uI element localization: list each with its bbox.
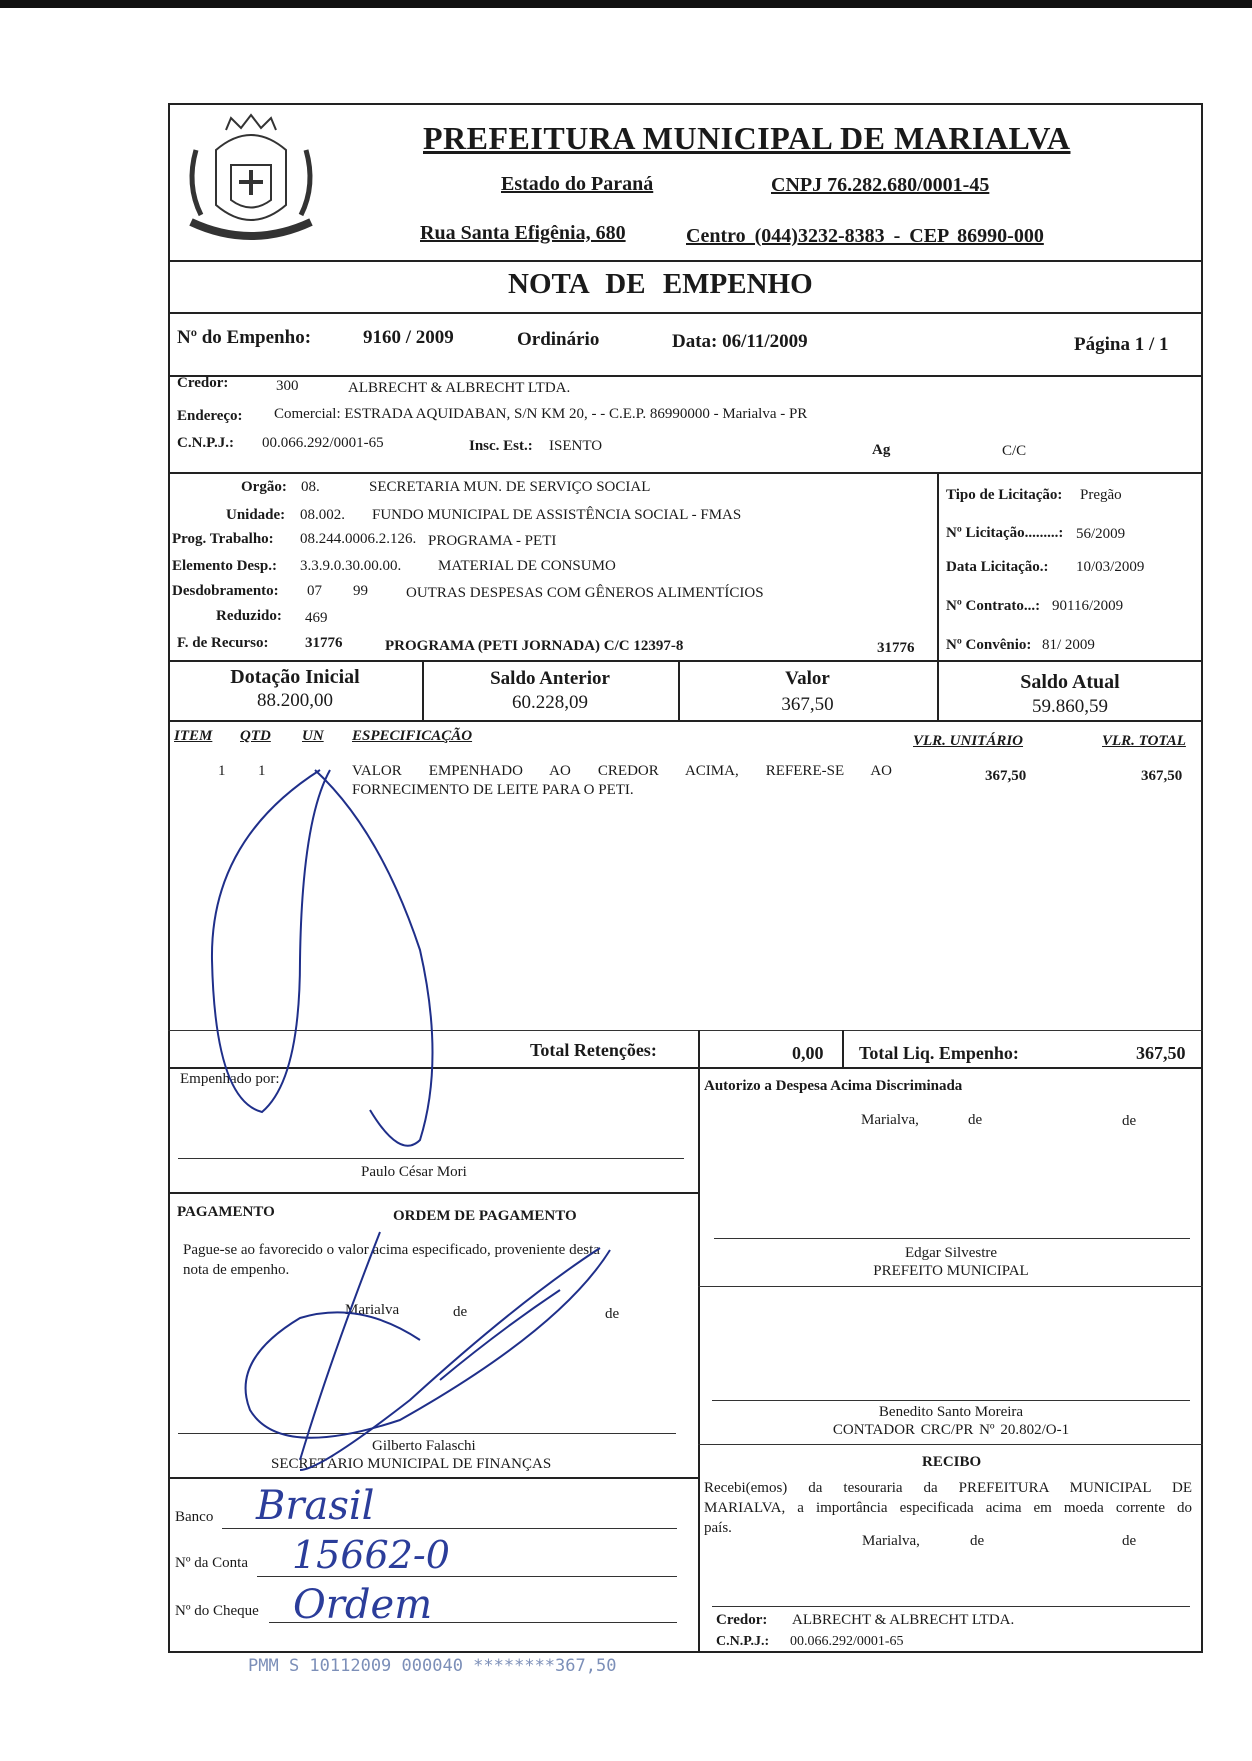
insc-label: Insc. Est.: xyxy=(469,438,533,454)
divider xyxy=(168,1067,1203,1069)
num-licitacao-label: Nº Licitação.........: xyxy=(946,525,1064,541)
cnpj-value: 00.066.292/0001-65 xyxy=(262,435,384,451)
coat-of-arms-icon xyxy=(176,110,326,258)
item-number: 1 xyxy=(218,763,226,779)
autorizo-city: Marialva, xyxy=(861,1112,919,1128)
unidade-name: FUNDO MUNICIPAL DE ASSISTÊNCIA SOCIAL - FMAS xyxy=(372,507,742,523)
col-vlr-total: VLR. TOTAL xyxy=(1102,733,1186,749)
pagamento-text-2: nota de empenho. xyxy=(183,1262,290,1278)
desdobramento-code: 07 xyxy=(307,583,322,599)
saldo-anterior-label: Saldo Anterior xyxy=(490,668,610,689)
dotacao-inicial-label: Dotação Inicial xyxy=(230,666,360,688)
recibo-de-2: de xyxy=(1122,1533,1137,1549)
empenho-type: Ordinário xyxy=(517,329,600,350)
banco-handwritten: Brasil xyxy=(256,1483,375,1529)
ordem-pagamento-label: ORDEM DE PAGAMENTO xyxy=(393,1208,577,1224)
header-address: Centro (044)3232-8383 - CEP 86990-000 xyxy=(686,225,1044,247)
secretario-name: Gilberto Falaschi xyxy=(372,1438,476,1454)
insc-value: ISENTO xyxy=(549,438,603,454)
page-number: Página 1 / 1 xyxy=(1074,334,1169,355)
recurso-code: 31776 xyxy=(305,635,343,651)
scan-edge xyxy=(0,0,1252,8)
item-total-value: 367,50 xyxy=(1141,768,1183,784)
header-street: Rua Santa Efigênia, 680 xyxy=(420,222,626,244)
recibo-text-1: Recebi(emos) da tesouraria da PREFEITURA MUNICIPAL DE xyxy=(704,1480,1192,1496)
desdobramento-label: Desdobramento: xyxy=(172,583,279,599)
total-liquido-label: Total Liq. Empenho: xyxy=(859,1043,1019,1063)
total-retencoes-value: 0,00 xyxy=(792,1043,824,1063)
prog-name: PROGRAMA - PETI xyxy=(428,533,557,549)
recibo-credor-label: Credor: xyxy=(716,1612,768,1628)
credor-label: Credor: xyxy=(177,375,229,391)
recibo-city: Marialva, xyxy=(862,1533,920,1549)
recibo-cnpj-value: 00.066.292/0001-65 xyxy=(790,1634,904,1649)
num-licitacao: 56/2009 xyxy=(1076,526,1126,542)
divider xyxy=(698,1030,700,1067)
signature-line xyxy=(712,1400,1190,1401)
recibo-credor-name: ALBRECHT & ALBRECHT LTDA. xyxy=(792,1612,1015,1628)
contrato-value: 90116/2009 xyxy=(1052,598,1124,614)
divider xyxy=(698,1444,1203,1445)
item-spec-line2: FORNECIMENTO DE LEITE PARA O PETI. xyxy=(352,782,634,798)
convenio-value: 81/ 2009 xyxy=(1042,637,1095,653)
prog-code: 08.244.0006.2.126. xyxy=(300,531,417,547)
valor-label: Valor xyxy=(785,668,830,689)
total-liquido-value: 367,50 xyxy=(1136,1043,1186,1063)
authentication-stamp: PMM S 10112009 000040 ********367,50 xyxy=(248,1656,617,1676)
credor-code: 300 xyxy=(276,378,299,394)
recurso-name: PROGRAMA (PETI JORNADA) C/C 12397-8 xyxy=(385,638,684,654)
cheque-label: Nº do Cheque xyxy=(175,1603,259,1619)
recibo-cnpj-label: C.N.P.J.: xyxy=(716,1634,770,1649)
convenio-label: Nº Convênio: xyxy=(946,637,1032,653)
conta-label: Nº da Conta xyxy=(175,1555,248,1571)
elemento-name: MATERIAL DE CONSUMO xyxy=(438,558,616,574)
header-cnpj: CNPJ 76.282.680/0001-45 xyxy=(771,174,990,196)
unidade-code: 08.002. xyxy=(300,507,345,523)
prefeito-title: PREFEITO MUNICIPAL xyxy=(873,1263,1029,1279)
divider xyxy=(842,1030,844,1067)
empenhado-por-name: Paulo César Mori xyxy=(361,1164,467,1180)
valor-value: 367,50 xyxy=(781,694,834,715)
divider xyxy=(698,1067,700,1653)
signature-line xyxy=(714,1238,1190,1239)
saldo-atual-value: 59.860,59 xyxy=(1032,696,1108,717)
reduzido-value: 469 xyxy=(305,610,328,626)
unidade-label: Unidade: xyxy=(226,507,286,523)
pagamento-text-1: Pague-se ao favorecido o valor acima especificado, proveniente desta xyxy=(183,1242,600,1258)
data-licitacao-label: Data Licitação.: xyxy=(946,559,1049,575)
col-un: UN xyxy=(302,728,324,744)
col-qtd: QTD xyxy=(240,728,271,744)
tipo-licitacao-label: Tipo de Licitação: xyxy=(946,487,1063,503)
orgao-name: SECRETARIA MUN. DE SERVIÇO SOCIAL xyxy=(369,479,651,495)
autorizo-de-1: de xyxy=(968,1112,983,1128)
agencia-label: Ag xyxy=(872,442,891,458)
recibo-de-1: de xyxy=(970,1533,985,1549)
elemento-code: 3.3.9.0.30.00.00. xyxy=(300,558,402,574)
col-item: ITEM xyxy=(174,728,213,744)
signature-line xyxy=(178,1433,676,1434)
conta-handwritten: 15662-0 xyxy=(292,1533,450,1577)
contador-name: Benedito Santo Moreira xyxy=(878,1404,1024,1420)
item-qtd: 1 xyxy=(258,763,266,779)
saldo-anterior-value: 60.228,09 xyxy=(512,692,588,713)
divider xyxy=(168,660,1203,662)
divider xyxy=(698,1286,1203,1287)
empenho-date: Data: 06/11/2009 xyxy=(672,331,808,352)
header-state: Estado do Paraná xyxy=(501,173,654,195)
pagamento-city: Marialva xyxy=(345,1302,400,1318)
dotacao-inicial-value: 88.200,00 xyxy=(257,690,333,711)
reduzido-label: Reduzido: xyxy=(216,608,282,624)
recurso-code-2: 31776 xyxy=(877,640,915,656)
endereco-label: Endereço: xyxy=(177,408,243,424)
autorizo-label: Autorizo a Despesa Acima Discriminada xyxy=(704,1078,963,1094)
divider xyxy=(168,375,1203,377)
divider xyxy=(168,1030,1203,1031)
cnpj-label: C.N.P.J.: xyxy=(177,435,234,451)
signature-line xyxy=(178,1158,684,1159)
item-spec-line1: VALOR EMPENHADO AO CREDOR ACIMA, REFERE-SE AO xyxy=(352,763,892,779)
contador-title: CONTADOR CRC/PR Nº 20.802/O-1 xyxy=(832,1422,1070,1438)
total-retencoes-label: Total Retenções: xyxy=(530,1040,657,1060)
orgao-code: 08. xyxy=(301,479,320,495)
banco-label: Banco xyxy=(175,1509,214,1525)
conta-corrente-label: C/C xyxy=(1002,443,1027,459)
divider xyxy=(168,260,1203,262)
empenho-number-label: Nº do Empenho: xyxy=(177,327,312,348)
recibo-title: RECIBO xyxy=(922,1454,982,1470)
pagamento-de-1: de xyxy=(453,1304,468,1320)
divider xyxy=(168,1477,698,1479)
divider xyxy=(168,472,1203,474)
orgao-label: Orgão: xyxy=(241,479,287,495)
desdobramento-sub: 99 xyxy=(353,583,368,599)
recibo-text-3: país. xyxy=(704,1520,732,1536)
tipo-licitacao: Pregão xyxy=(1080,487,1122,503)
pagamento-label: PAGAMENTO xyxy=(177,1204,275,1220)
recurso-label: F. de Recurso: xyxy=(177,635,269,651)
pagamento-de-2: de xyxy=(605,1306,620,1322)
secretario-title: SECRETÁRIO MUNICIPAL DE FINANÇAS xyxy=(271,1456,552,1472)
endereco-value: Comercial: ESTRADA AQUIDABAN, S/N KM 20, - - C.E.P. 86990000 - Marialva - PR xyxy=(274,406,808,422)
prefeito-name: Edgar Silvestre xyxy=(904,1245,998,1261)
divider xyxy=(168,1192,698,1194)
saldo-atual-label: Saldo Atual xyxy=(1020,671,1120,693)
elemento-label: Elemento Desp.: xyxy=(172,558,277,574)
divider xyxy=(168,720,1203,722)
item-unit-value: 367,50 xyxy=(985,768,1027,784)
cheque-handwritten: Ordem xyxy=(293,1582,433,1628)
header-title: PREFEITURA MUNICIPAL DE MARIALVA xyxy=(423,120,1071,156)
empenhado-por-label: Empenhado por: xyxy=(180,1071,280,1087)
divider xyxy=(168,312,1203,314)
doc-title: NOTA DE EMPENHO xyxy=(508,268,813,300)
desdobramento-name: OUTRAS DESPESAS COM GÊNEROS ALIMENTÍCIOS xyxy=(406,585,764,601)
col-vlr-unitario: VLR. UNITÁRIO xyxy=(913,733,1024,749)
credor-name: ALBRECHT & ALBRECHT LTDA. xyxy=(348,380,571,396)
empenho-number: 9160 / 2009 xyxy=(363,327,454,348)
prog-label: Prog. Trabalho: xyxy=(172,531,274,547)
contrato-label: Nº Contrato...: xyxy=(946,598,1041,614)
recibo-text-2: MARIALVA, a importância especificada acima em moeda corrente do xyxy=(704,1500,1192,1516)
data-licitacao: 10/03/2009 xyxy=(1076,559,1145,575)
col-especificacao: ESPECIFICAÇÃO xyxy=(352,728,473,744)
signature-line xyxy=(712,1606,1190,1607)
autorizo-de-2: de xyxy=(1122,1113,1137,1129)
